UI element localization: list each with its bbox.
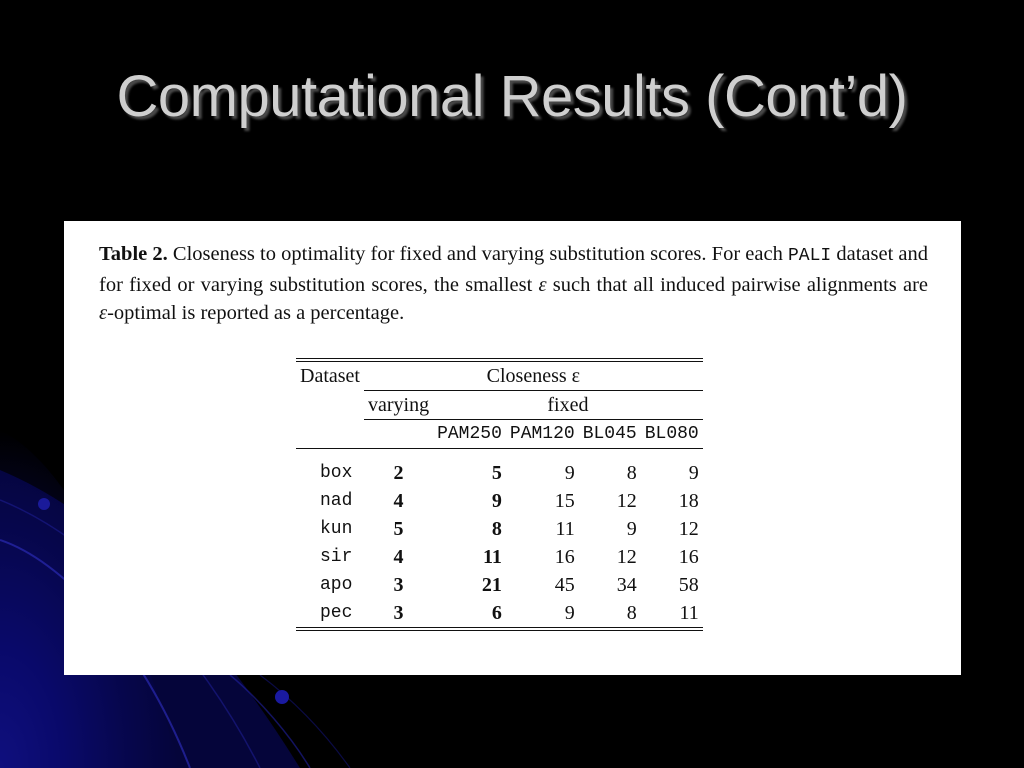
bl080-cell: 18 — [678, 489, 699, 512]
bl080-cell: 12 — [678, 517, 699, 540]
pam250-cell: 11 — [482, 545, 502, 568]
bl080-cell: 11 — [679, 601, 699, 624]
caption-epsilon: ε — [99, 302, 108, 324]
pam120-cell: 9 — [564, 601, 575, 624]
varying-cell: 5 — [393, 517, 404, 540]
table-row — [296, 571, 703, 599]
pam250-cell: 6 — [491, 601, 502, 624]
caption-text: such that all induced pairwise alignments are — [546, 273, 928, 296]
header-varying: varying — [364, 391, 433, 420]
table-row — [296, 599, 703, 629]
caption-text: Closeness to optimality for fixed and varying substitution scores. For each — [167, 243, 788, 265]
header-closeness: Closeness ε — [364, 360, 703, 391]
pam250-cell: 5 — [491, 461, 502, 484]
dataset-cell: box — [320, 463, 353, 483]
dataset-cell: apo — [320, 575, 353, 595]
column-header: PAM250 — [437, 424, 502, 444]
pam250-cell: 9 — [491, 489, 502, 512]
column-header: BL045 — [582, 424, 637, 444]
dataset-cell: pec — [320, 603, 353, 623]
varying-cell: 2 — [393, 461, 404, 484]
bl045-cell: 9 — [626, 517, 637, 540]
varying-cell: 3 — [393, 601, 404, 624]
table-header-row — [296, 420, 703, 449]
pam120-cell: 45 — [554, 573, 575, 596]
pam120-cell: 9 — [564, 461, 575, 484]
varying-cell: 4 — [393, 545, 404, 568]
closeness-table — [296, 358, 703, 631]
dataset-cell: sir — [320, 547, 353, 567]
bl045-cell: 12 — [616, 489, 637, 512]
caption-text: -optimal is reported as a percentage. — [107, 302, 405, 324]
varying-cell: 3 — [393, 573, 404, 596]
header-fixed: fixed — [433, 391, 703, 420]
slide-title: Computational Results (Cont’d) — [116, 64, 908, 129]
varying-cell: 4 — [393, 489, 404, 512]
column-header: PAM120 — [509, 424, 575, 444]
bl080-cell: 16 — [678, 545, 699, 568]
pam120-cell: 11 — [555, 517, 575, 540]
table-row — [296, 459, 703, 487]
bl045-cell: 8 — [626, 601, 637, 624]
bl045-cell: 12 — [616, 545, 637, 568]
bl045-cell: 34 — [616, 573, 637, 596]
table-row — [296, 543, 703, 571]
table-header-row — [296, 391, 703, 420]
pam250-cell: 8 — [491, 517, 502, 540]
bl080-cell: 9 — [688, 461, 699, 484]
table-image-panel — [64, 221, 961, 675]
caption-epsilon: ε — [538, 273, 547, 296]
table-caption — [99, 240, 928, 328]
dataset-cell: kun — [320, 519, 353, 539]
header-dataset: Dataset — [300, 364, 360, 387]
bl045-cell: 8 — [626, 461, 637, 484]
table-row — [296, 515, 703, 543]
caption-text: dataset and for fixed or varying substitution scores, the smallest — [99, 243, 928, 296]
decorative-dot — [275, 690, 289, 704]
column-header: BL080 — [644, 424, 699, 444]
decorative-dot — [38, 498, 50, 510]
pam120-cell: 16 — [554, 545, 575, 568]
pam120-cell: 15 — [554, 489, 575, 512]
table-row — [296, 487, 703, 515]
caption-label: Table 2. — [99, 243, 168, 265]
table-header-row — [296, 360, 703, 391]
pam250-cell: 21 — [481, 573, 502, 596]
dataset-cell: nad — [320, 491, 353, 511]
bl080-cell: 58 — [678, 573, 699, 596]
caption-pali: PALI — [787, 246, 832, 266]
